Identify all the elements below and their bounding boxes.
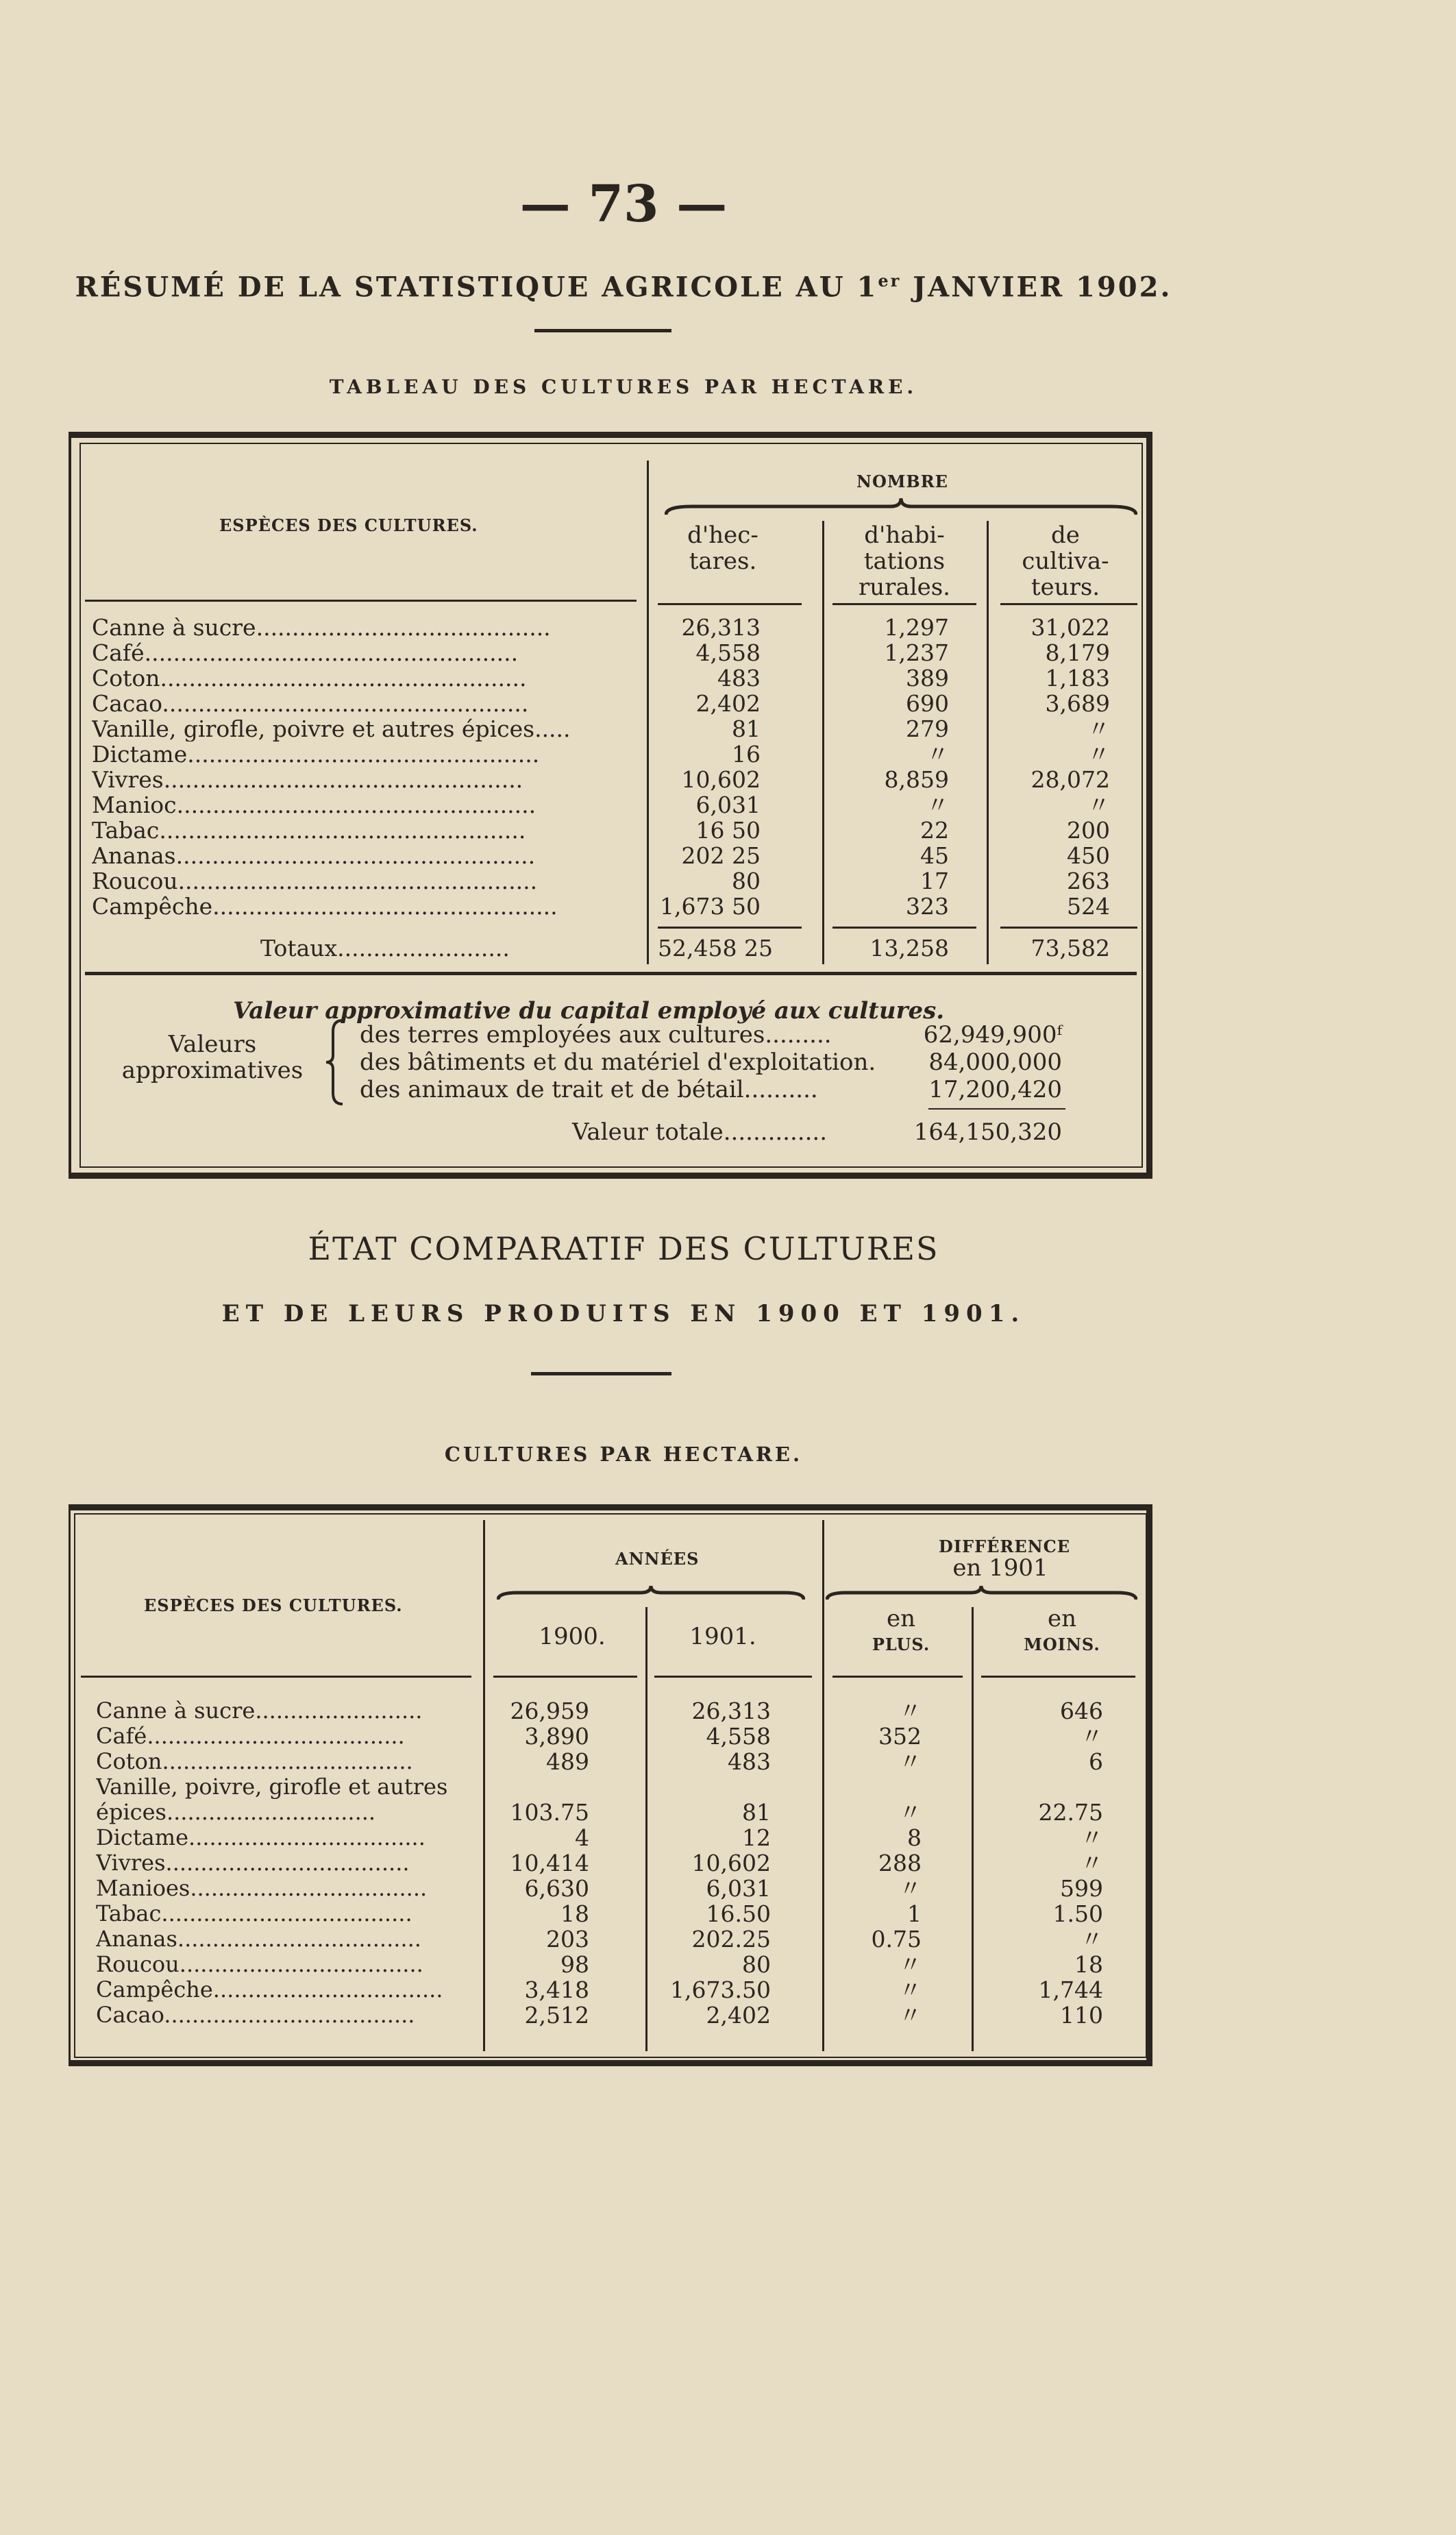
capital-sum-rule — [928, 1108, 1065, 1110]
capital-row-label-1: des bâtiments et du matériel d'exploitation. — [360, 1049, 876, 1076]
table2-row-1901-8: 16.50 — [706, 1900, 771, 1927]
table1-row-label-5: Dictame................................................. — [92, 742, 540, 767]
table1-row-cultivateurs-11: 524 — [1067, 893, 1110, 920]
table1-totals-rule-2 — [832, 927, 976, 929]
table2-row-label-7: Manioes.................................. — [96, 1876, 428, 1901]
table1-totals-label: Totaux........................ — [260, 935, 510, 962]
table2-title: CULTURES PAR HECTARE. — [444, 1443, 803, 1466]
table2-col-moins-en: en — [1047, 1605, 1077, 1632]
table2-row-plus-9: 0.75 — [871, 1926, 922, 1952]
table1-row-habitations-2: 389 — [906, 665, 949, 691]
table2-row-label-8: Tabac.................................... — [96, 1901, 412, 1926]
table1-row-cultivateurs-8: 200 — [1067, 817, 1110, 844]
table1-vline-1 — [647, 461, 649, 964]
table1-row-label-9: Ananas.................................................. — [92, 843, 536, 868]
table1-row-label-6: Vivres.................................................. — [92, 767, 523, 792]
capital-side-1: Valeurs — [168, 1031, 257, 1058]
table2-row-plus-3 — [832, 1774, 922, 1800]
table1-row-label-7: Manioc.................................................. — [92, 792, 536, 818]
table1-row-hectares-10: 80 — [732, 868, 761, 894]
capital-brace — [322, 1018, 349, 1107]
table2-vline-2 — [645, 1607, 647, 2051]
table1-row-habitations-6: 8,859 — [884, 766, 949, 793]
table1-vline-3 — [987, 521, 989, 964]
table1-hectares — [658, 615, 761, 919]
table1-col-hectares — [668, 522, 778, 574]
table1-row-cultivateurs-3: 3,689 — [1045, 690, 1110, 717]
hdr-cult-2: cultiva- — [1022, 548, 1109, 575]
table2-row-moins-8: 1.50 — [1052, 1900, 1103, 1927]
table2-header-rule-5 — [981, 1676, 1135, 1678]
capital-row-label-0: des terres employées aux cultures......... — [360, 1021, 832, 1049]
table1-row-cultivateurs-7: 〃 — [1087, 792, 1110, 818]
table2-row-1900-9: 203 — [546, 1926, 589, 1952]
table2-row-label-1: Café..................................... — [96, 1724, 405, 1749]
table2-row-plus-6: 288 — [878, 1850, 922, 1876]
table2-row-1900-5: 4 — [575, 1824, 589, 1851]
table2-row-label-6: Vivres................................... — [96, 1850, 410, 1876]
table1-row-habitations-0: 1,297 — [884, 614, 949, 641]
table1-row-hectares-9: 202 25 — [681, 842, 761, 869]
table1-row-label-0: Canne à sucre......................................... — [92, 615, 551, 640]
table1-row-cultivateurs-0: 31,022 — [1031, 614, 1110, 641]
table1-row-cultivateurs-10: 263 — [1067, 868, 1110, 894]
section2-subtitle: ET DE LEURS PRODUITS EN 1900 ET 1901. — [221, 1300, 1026, 1327]
table1-row-hectares-2: 483 — [717, 665, 761, 691]
table2-header-rule-2 — [493, 1676, 637, 1678]
capital-side-label — [116, 1031, 308, 1083]
table2-row-plus-7: 〃 — [899, 1875, 922, 1902]
main-title-end: JANVIER 1902. — [901, 271, 1172, 304]
table1-row-label-1: Café.................................................... — [92, 640, 519, 665]
section2-title: ÉTAT COMPARATIF DES CULTURES — [308, 1230, 939, 1267]
table2-row-1900-0: 26,959 — [510, 1698, 589, 1724]
table2-row-1900-11: 3,418 — [524, 1976, 589, 2003]
table2-row-moins-5: 〃 — [1081, 1824, 1103, 1851]
table2-row-1901-6: 10,602 — [691, 1850, 771, 1876]
table2-header-rule-3 — [654, 1676, 812, 1678]
table2-row-moins-12: 110 — [1060, 2002, 1103, 2029]
table2-vline-3 — [822, 1520, 824, 2051]
table2-col-moins: MOINS. — [1024, 1634, 1100, 1654]
table1-row-habitations-10: 17 — [920, 868, 949, 894]
table1-row-habitations-3: 690 — [906, 690, 949, 717]
table2-labels — [96, 1698, 480, 2028]
table2-row-moins-1: 〃 — [1081, 1723, 1103, 1750]
table2-row-moins-2: 6 — [1089, 1748, 1103, 1775]
table1-row-habitations-7: 〃 — [926, 792, 949, 818]
table1-title: TABLEAU DES CULTURES PAR HECTARE. — [329, 376, 918, 398]
table2-row-plus-11: 〃 — [899, 1976, 922, 2003]
table2-col-1900: 1900. — [539, 1623, 606, 1650]
hdr-hab-1: d'habi- — [864, 522, 945, 549]
table2-row-1900-10: 98 — [560, 1951, 589, 1978]
table2-col-difference: DIFFÉRENCE — [939, 1536, 1070, 1556]
table1-row-label-11: Campêche................................................ — [92, 894, 558, 919]
capital-row-amount-1: 84,000,000 — [928, 1049, 1062, 1076]
table2-row-1900-7: 6,630 — [524, 1875, 589, 1902]
table2-row-label-11: Campêche................................. — [96, 1977, 443, 2003]
section2-rule — [531, 1372, 671, 1375]
table2-row-1900-6: 10,414 — [510, 1850, 589, 1876]
table2-row-1900-3 — [493, 1774, 589, 1800]
table2-1901 — [654, 1698, 771, 2028]
table2-1900 — [493, 1698, 589, 2028]
table2-row-1901-0: 26,313 — [691, 1698, 771, 1724]
capital-row-amount-2: 17,200,420 — [928, 1076, 1062, 1103]
table1-nombre-brace — [665, 497, 1137, 517]
table1-row-habitations-9: 45 — [920, 842, 949, 869]
table2-row-1901-12: 2,402 — [706, 2002, 771, 2029]
table2-row-1900-2: 489 — [546, 1748, 589, 1775]
table2-row-1901-3 — [654, 1774, 771, 1800]
table1-col-nombre: NOMBRE — [856, 472, 948, 491]
table2-vline-4 — [972, 1607, 974, 2051]
table2-plus — [832, 1698, 922, 2028]
table2-row-plus-1: 352 — [878, 1723, 922, 1750]
table1-body-rule — [85, 972, 1137, 975]
main-title-sup: er — [878, 271, 902, 291]
table2-annees-brace — [497, 1584, 805, 1602]
table2-row-label-0: Canne à sucre........................ — [96, 1698, 423, 1724]
table1-row-cultivateurs-6: 28,072 — [1031, 766, 1110, 793]
table1-header-rule-2 — [658, 603, 802, 605]
table2-row-1900-12: 2,512 — [524, 2002, 589, 2029]
table1-col-habitations — [843, 522, 966, 600]
table2-row-plus-12: 〃 — [899, 2002, 922, 2029]
table1-row-hectares-8: 16 50 — [695, 817, 761, 844]
table2-row-plus-4: 〃 — [899, 1799, 922, 1826]
table1-row-cultivateurs-5: 〃 — [1087, 741, 1110, 768]
table1-totals-rule-3 — [1000, 927, 1137, 929]
table1-row-habitations-4: 279 — [906, 715, 949, 742]
table1-row-habitations-5: 〃 — [926, 741, 949, 768]
table1-row-hectares-4: 81 — [732, 715, 761, 742]
table2-row-plus-0: 〃 — [899, 1698, 922, 1724]
table1-header-rule-3 — [832, 603, 976, 605]
table2-row-label-5: Dictame.................................. — [96, 1825, 425, 1850]
table1-vline-2 — [822, 521, 824, 964]
main-title-text: RÉSUMÉ DE LA STATISTIQUE AGRICOLE AU 1 — [75, 271, 878, 304]
table2-header-rule-4 — [832, 1676, 963, 1678]
table2-col-annees: ANNÉES — [615, 1549, 700, 1569]
hdr-hab-2: tations — [863, 548, 946, 575]
table1-total-habitations: 13,258 — [869, 935, 949, 962]
table2-header-rule — [81, 1676, 471, 1678]
table2-row-plus-5: 8 — [907, 1824, 922, 1851]
total-value: 164,150,320 — [913, 1118, 1062, 1146]
table2-row-moins-0: 646 — [1060, 1698, 1103, 1724]
table2-row-1900-4: 103.75 — [510, 1799, 589, 1826]
table2-row-1900-8: 18 — [560, 1900, 589, 1927]
table2-vline-1 — [483, 1520, 485, 2051]
table1-row-label-4: Vanille, girofle, poivre et autres épices..... — [92, 716, 571, 742]
table1-row-label-2: Coton................................................... — [92, 665, 527, 691]
table2-row-1901-10: 80 — [742, 1951, 771, 1978]
total-value-label: Valeur totale.............. — [572, 1118, 828, 1146]
capital-side-2: approximatives — [121, 1057, 304, 1084]
table2-row-moins-6: 〃 — [1081, 1850, 1103, 1876]
table1-row-cultivateurs-4: 〃 — [1087, 715, 1110, 742]
table1-row-cultivateurs-2: 1,183 — [1045, 665, 1110, 691]
table2-row-label-2: Coton.................................... — [96, 1749, 413, 1774]
table1-row-hectares-7: 6,031 — [695, 792, 761, 818]
table1-cultivateurs — [994, 615, 1110, 919]
table1-row-label-3: Cacao................................................... — [92, 691, 529, 716]
hdr-hect-2: tares. — [689, 548, 757, 575]
table1-total-cultivateurs: 73,582 — [1031, 935, 1110, 962]
table2-row-moins-3 — [987, 1774, 1103, 1800]
table1-row-hectares-1: 4,558 — [695, 639, 761, 666]
table1-row-habitations-1: 1,237 — [884, 639, 949, 666]
table1-col-cultivateurs — [1000, 522, 1131, 600]
table2-row-1901-11: 1,673.50 — [670, 1976, 771, 2003]
table2-row-label-4: épices.............................. — [96, 1800, 376, 1825]
table1-row-hectares-11: 1,673 50 — [660, 893, 761, 920]
table2-row-1901-9: 202.25 — [691, 1926, 771, 1952]
table2-col-difference-year: en 1901 — [952, 1554, 1048, 1582]
table2-row-1901-4: 81 — [742, 1799, 771, 1826]
title-rule — [534, 329, 671, 332]
capital-title: Valeur approximative du capital employé aux cultures. — [233, 997, 945, 1025]
table1-labels — [92, 615, 640, 919]
table2-row-1901-2: 483 — [728, 1748, 771, 1775]
table1-totals-rule-1 — [658, 927, 802, 929]
page-number: — 73 — — [519, 175, 728, 234]
table2-row-1900-1: 3,890 — [524, 1723, 589, 1750]
table1-row-label-8: Tabac................................................... — [92, 818, 526, 843]
table2-row-moins-9: 〃 — [1081, 1926, 1103, 1952]
table1-col-species: ESPÈCES DES CULTURES. — [219, 515, 478, 535]
table2-row-moins-4: 22.75 — [1038, 1799, 1103, 1826]
table2-row-1901-7: 6,031 — [706, 1875, 771, 1902]
table2-row-moins-11: 1,744 — [1038, 1976, 1103, 2003]
table1-row-hectares-6: 10,602 — [681, 766, 761, 793]
table1-row-habitations-8: 22 — [920, 817, 949, 844]
table2-difference-brace — [826, 1584, 1137, 1602]
table1-row-cultivateurs-1: 8,179 — [1045, 639, 1110, 666]
table2-row-1901-1: 4,558 — [706, 1723, 771, 1750]
table1-habitations — [829, 615, 949, 919]
table2-row-label-9: Ananas................................... — [96, 1926, 421, 1952]
table2-row-label-10: Roucou................................... — [96, 1952, 423, 1977]
table2-row-moins-10: 18 — [1074, 1951, 1103, 1978]
table1-row-habitations-11: 323 — [906, 893, 949, 920]
capital-row-amount-0: 62,949,900ᶠ — [923, 1021, 1062, 1049]
table2-row-moins-7: 599 — [1060, 1875, 1103, 1902]
hdr-cult-1: de — [1051, 522, 1080, 549]
capital-row-label-2: des animaux de trait et de bétail.......... — [360, 1076, 818, 1103]
table1-row-hectares-0: 26,313 — [681, 614, 761, 641]
table1-total-hectares: 52,458 25 — [658, 935, 773, 962]
table2-col-species: ESPÈCES DES CULTURES. — [144, 1595, 403, 1615]
hdr-hect-1: d'hec- — [687, 522, 758, 549]
table2-row-plus-10: 〃 — [899, 1951, 922, 1978]
table1-row-hectares-5: 16 — [732, 741, 761, 768]
table2-row-plus-8: 1 — [907, 1900, 922, 1927]
hdr-hab-3: rurales. — [859, 574, 950, 601]
table2-row-plus-2: 〃 — [899, 1748, 922, 1775]
table2-col-1901: 1901. — [689, 1623, 756, 1650]
hdr-cult-3: teurs. — [1031, 574, 1100, 601]
table2-row-label-3: Vanille, poivre, girofle et autres — [96, 1774, 448, 1800]
table1-header-rule — [85, 600, 637, 602]
table2-row-1901-5: 12 — [742, 1824, 771, 1851]
table2-col-plus: PLUS. — [872, 1634, 930, 1654]
table1-header-rule-4 — [1000, 603, 1137, 605]
table1-row-hectares-3: 2,402 — [695, 690, 761, 717]
table2-col-plus-en: en — [886, 1605, 916, 1632]
table2-row-label-12: Cacao.................................... — [96, 2003, 415, 2028]
main-title — [0, 271, 1247, 303]
table2-moins — [987, 1698, 1103, 2028]
table1-row-cultivateurs-9: 450 — [1067, 842, 1110, 869]
table1-row-label-10: Roucou.................................................. — [92, 868, 538, 894]
